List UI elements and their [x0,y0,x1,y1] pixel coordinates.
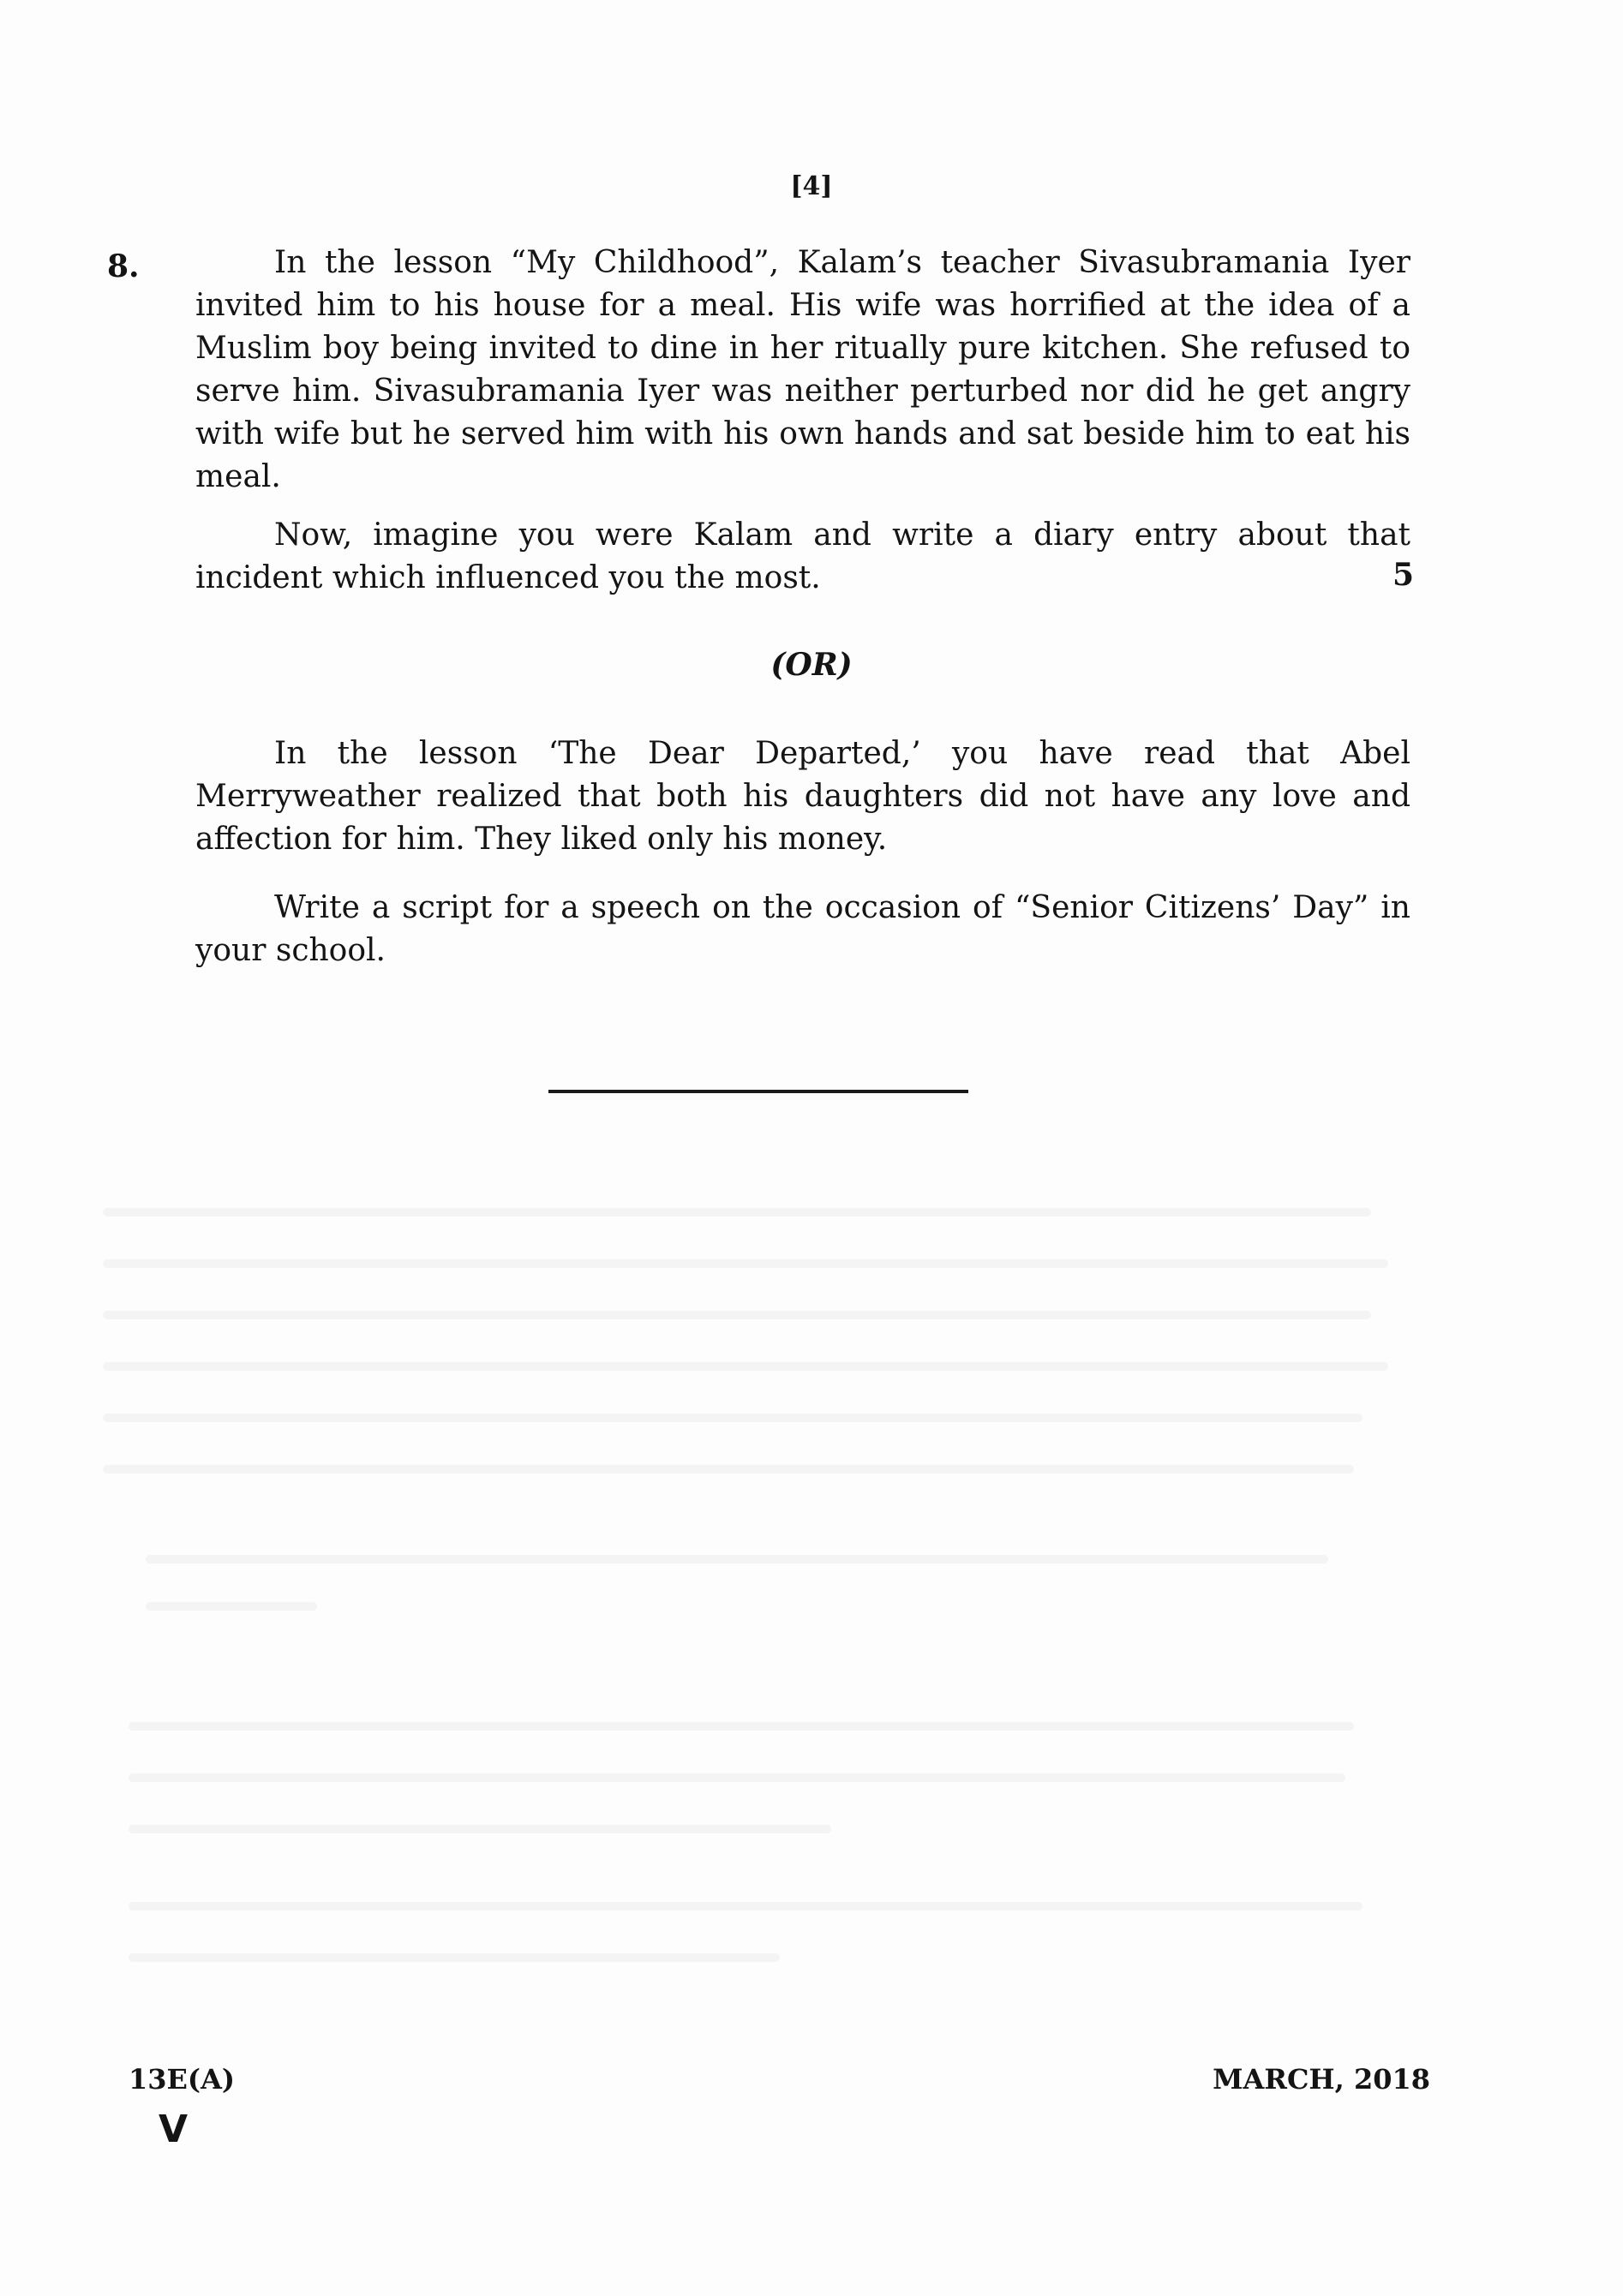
bleed-through-line [129,1902,1362,1910]
bleed-through-line [103,1414,1362,1422]
bleed-through-line [103,1259,1388,1268]
bleed-through-line [129,1773,1345,1782]
bleed-through-line [129,1825,831,1833]
bleed-through-line [146,1602,317,1611]
bleed-through-line [129,1722,1354,1731]
bleed-through-line [129,1953,780,1962]
question-number: 8. [107,248,140,284]
paper-code: 13E(A) [129,2063,236,2096]
question-paragraph-1: In the lesson “My Childhood”, Kalam’s teacher Sivasubramania Iyer invited him to his house for a meal. His wife was horrified at the idea of a Muslim boy being invited to dine in her ritually pure kitchen. She refused to serve him. Sivasubramania Iyer was neither perturbed nor did he get angry with wife but he served him with his own hands and sat beside him to eat his meal. [195,245,1410,494]
bleed-through-line [103,1465,1354,1474]
exam-date: MARCH, 2018 [1213,2063,1430,2096]
bleed-through-line [103,1362,1388,1371]
bleed-through-line [103,1311,1371,1319]
page-number: [4] [790,171,833,201]
bleed-through-line [103,1208,1371,1217]
question-paragraph-3: In the lesson ‘The Dear Departed,’ you have read that Abel Merryweather realized that both his daughters did not have any love and affection for him. They liked only his money. [195,736,1410,857]
or-separator: (OR) [770,647,853,683]
question-paragraph-4: Write a script for a speech on the occasion of “Senior Citizens’ Day” in your school. [195,890,1410,968]
question-paragraph-2: Now, imagine you were Kalam and write a diary entry about that incident which influenced you the most. [195,517,1410,595]
paper-set: V [159,2108,189,2151]
bleed-through-line [146,1555,1328,1564]
end-of-paper-rule [548,1090,968,1093]
question-marks: 5 [1392,557,1414,593]
